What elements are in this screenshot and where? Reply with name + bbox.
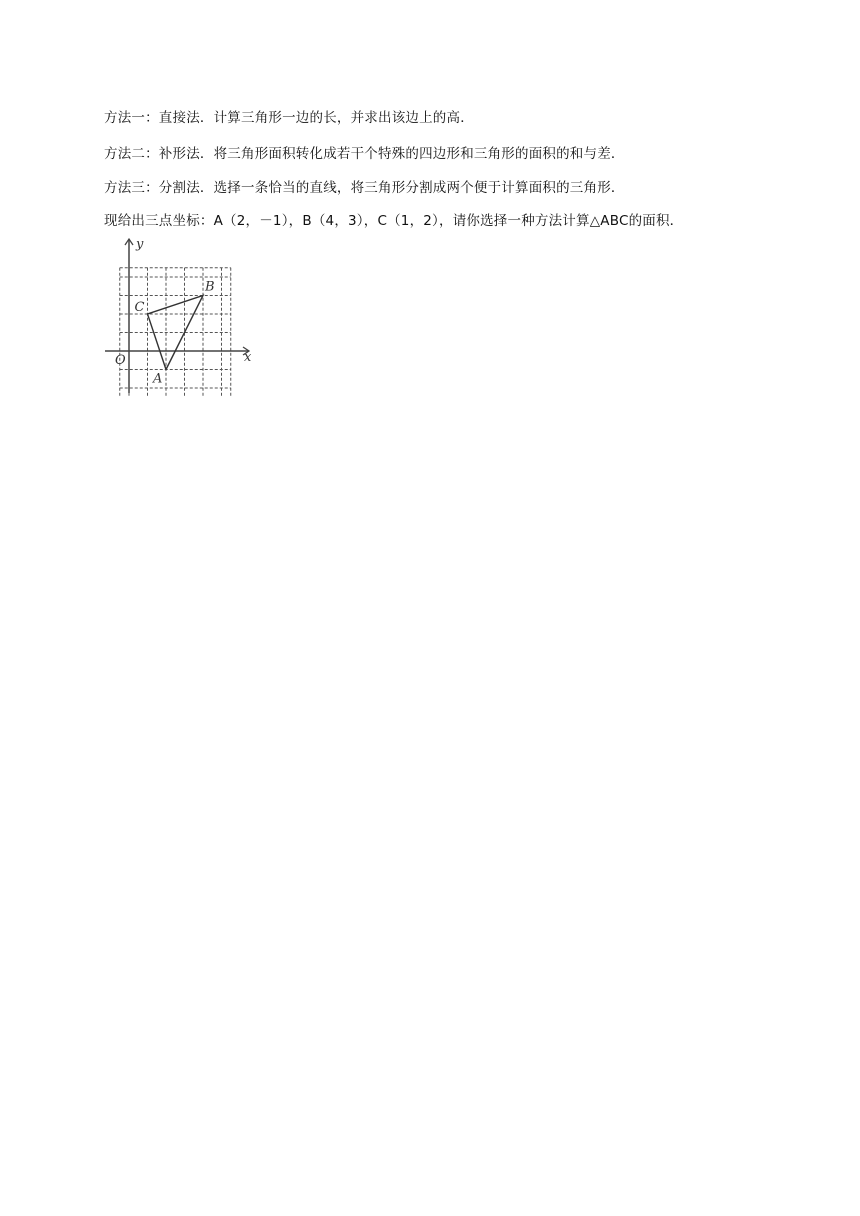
point-c-label: C [134, 300, 145, 315]
method-two-paragraph: 方法二：补形法．将三角形面积转化成若干个特殊的四边形和三角形的面积的和与差． [104, 146, 625, 162]
point-a-label: A [153, 371, 163, 387]
y-axis-label: y [136, 237, 144, 252]
point-b-label: B [205, 279, 215, 295]
coordinate-figure [103, 236, 255, 396]
origin-label: O [115, 353, 126, 368]
method-one-paragraph: 方法一：直接法．计算三角形一边的长，并求出该边上的高． [104, 110, 474, 126]
coordinate-grid-svg [103, 236, 255, 396]
problem-statement: 现给出三点坐标：A（2，－1），B（4，3），C（1，2），请你选择一种方法计算△ABC的面积． [104, 213, 684, 229]
x-axis-label: x [244, 350, 252, 365]
method-three-paragraph: 方法三：分割法．选择一条恰当的直线，将三角形分割成两个便于计算面积的三角形． [104, 180, 625, 196]
